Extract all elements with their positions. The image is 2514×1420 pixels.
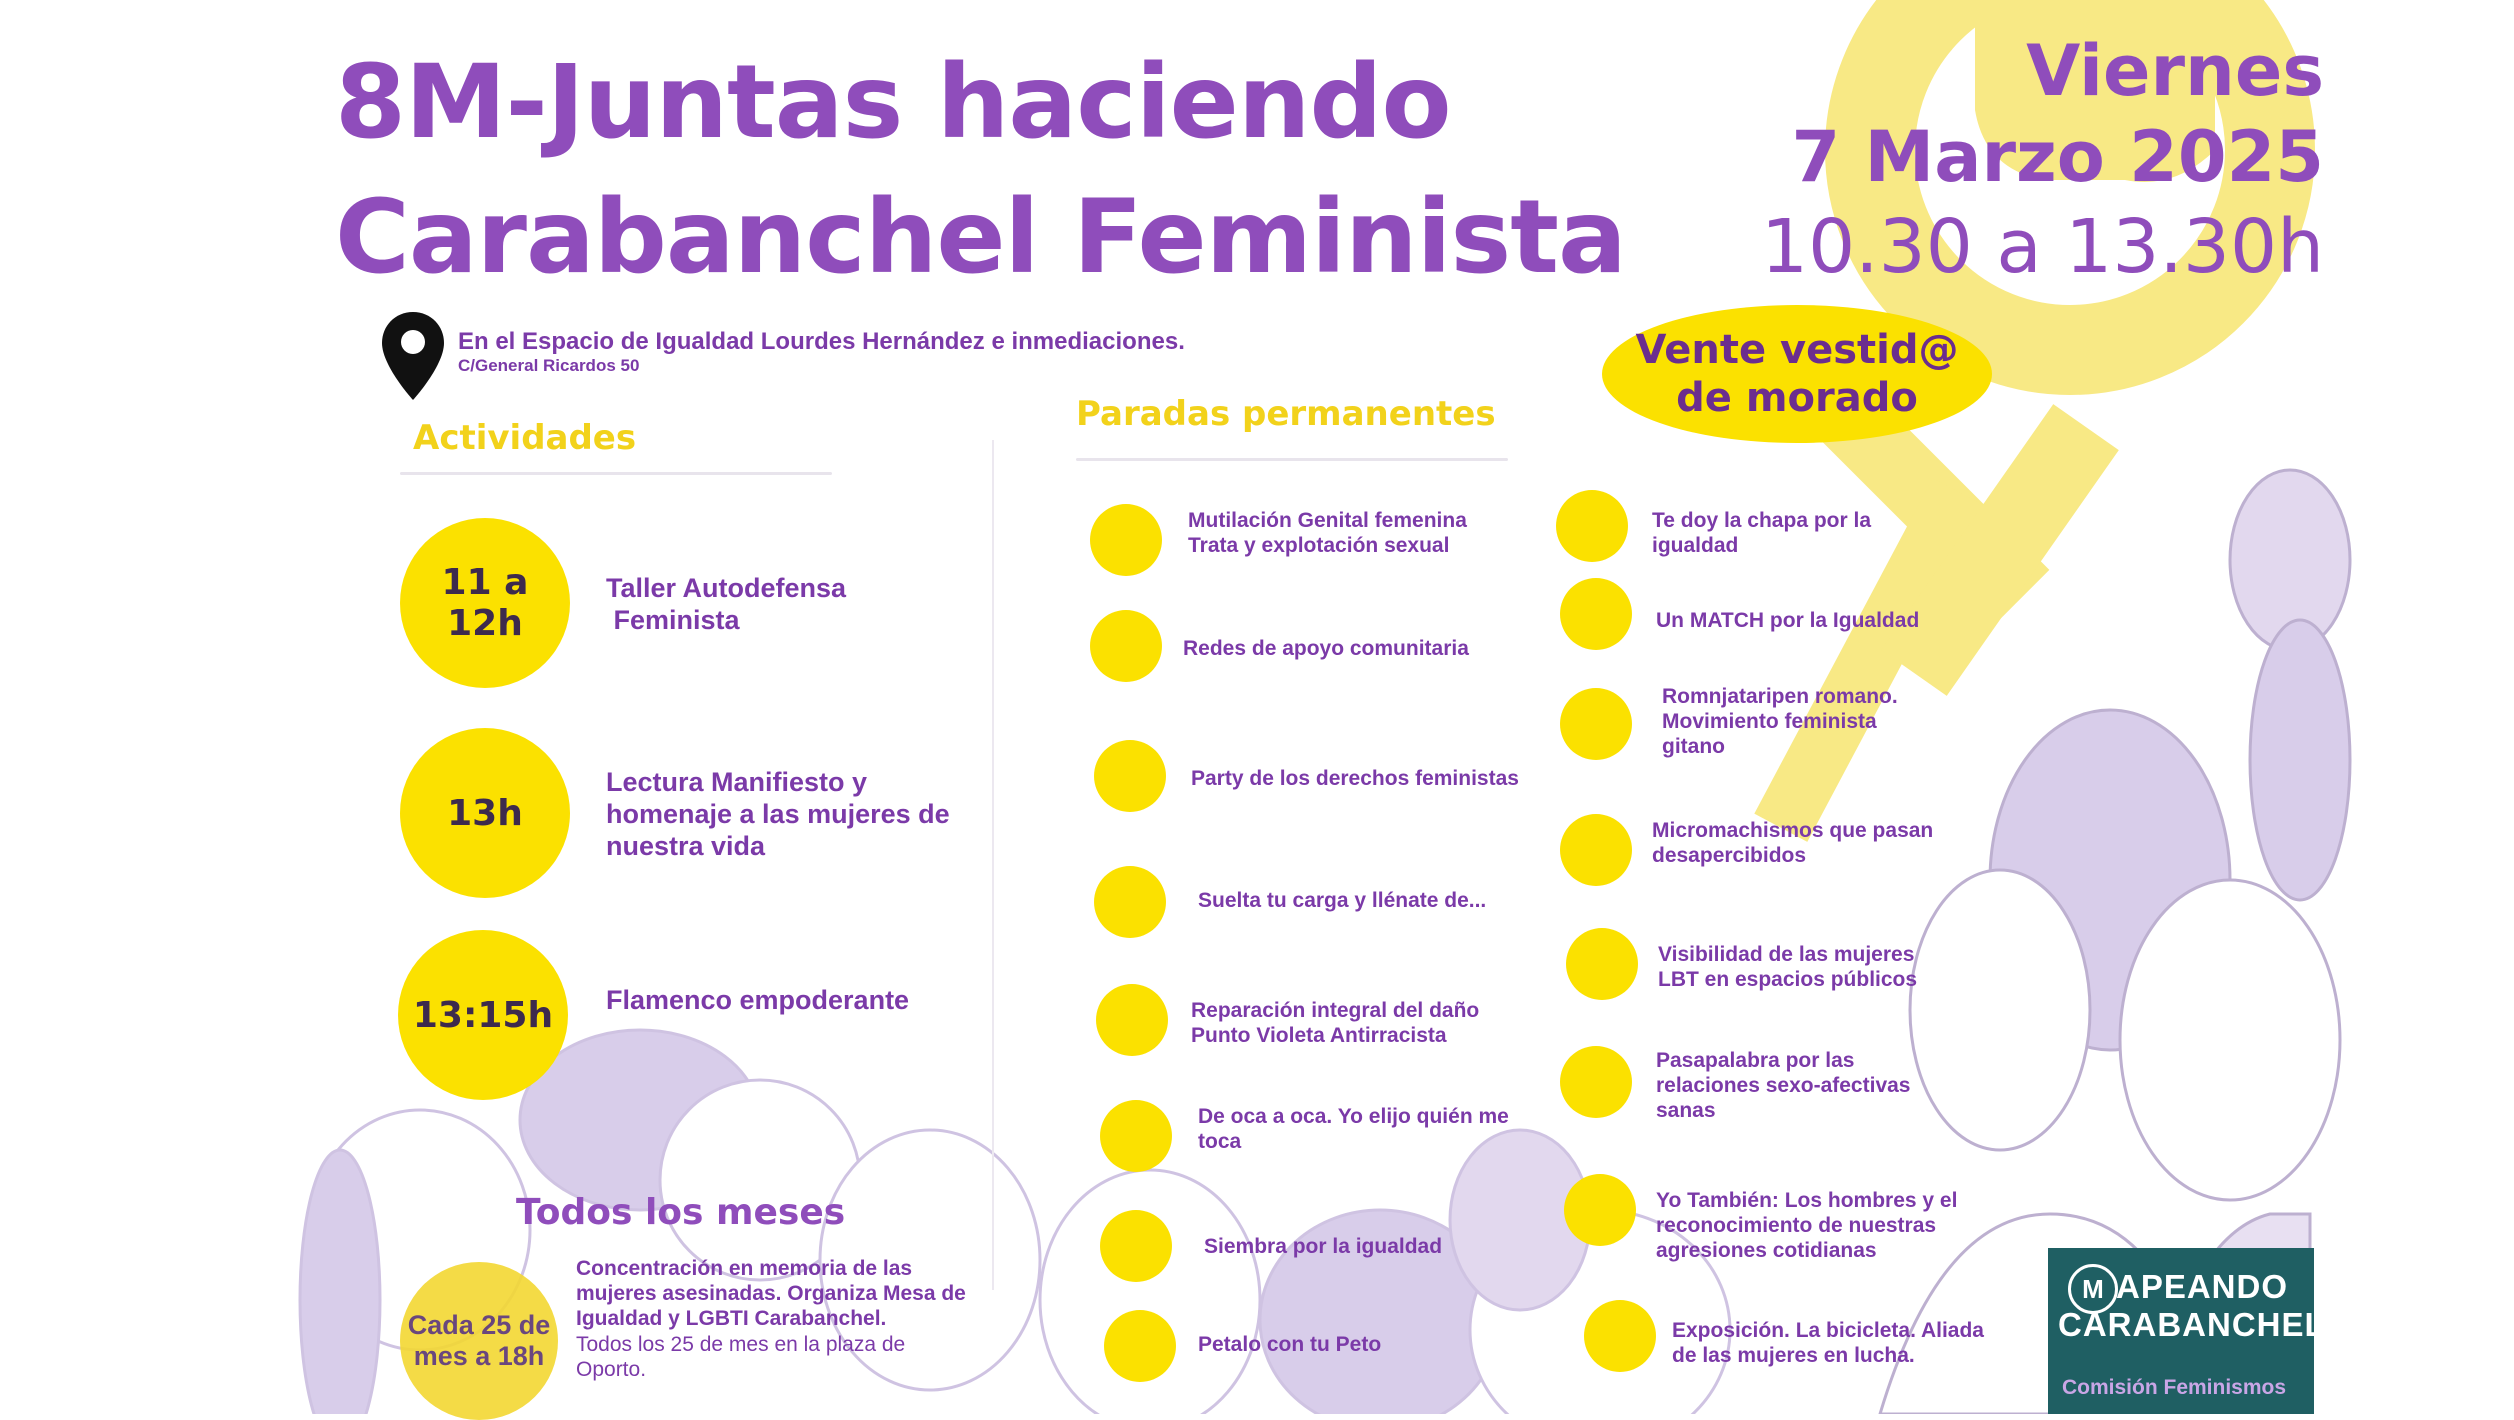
stops-underline (1076, 458, 1508, 461)
stop-right-1: Te doy la chapa por la igualdad (1652, 509, 1872, 557)
stop-left-5 (1191, 998, 1521, 1048)
activity-label-1-line-2: Feminista (606, 605, 740, 635)
event-time: 10.30 a 13.30h (1761, 204, 2324, 290)
stop-left-5-line-1: Reparación integral del daño (1191, 999, 1480, 1022)
title-line-2: Carabanchel Feminista (335, 178, 1626, 297)
dress-code-badge (1602, 305, 1992, 443)
stop-left-8: Petalo con tu Peto (1198, 1333, 1382, 1356)
logo-monogram-icon: M (2068, 1264, 2118, 1314)
stop-left-4: Suelta tu carga y llénate de... (1198, 889, 1487, 912)
stop-dot-left-7 (1100, 1210, 1172, 1282)
stop-dot-right-8 (1584, 1300, 1656, 1372)
stop-left-2: Redes de apoyo comunitaria (1183, 637, 1469, 660)
stop-left-3: Party de los derechos feministas (1191, 767, 1519, 790)
location-address: C/General Ricardos 50 (458, 356, 640, 375)
column-divider (992, 440, 994, 1290)
stop-left-5-line-2: Punto Violeta Antirracista (1191, 1024, 1447, 1047)
stop-dot-right-4 (1560, 814, 1632, 886)
logo-line-2: CARABANCHEL (2058, 1306, 2326, 1343)
stop-left-7: Siembra por la igualdad (1204, 1235, 1443, 1258)
stops-heading: Paradas permanentes (1076, 394, 1496, 434)
stop-left-1 (1188, 508, 1518, 558)
title-line-1: 8M-Juntas haciendo (335, 43, 1451, 162)
stop-left-1-line-2: Trata y explotación sexual (1188, 534, 1450, 557)
monthly-description: Concentración en memoria de las mujeres asesinadas. Organiza Mesa de Igualdad y LGBTI Carabanchel. (576, 1257, 966, 1330)
monthly-heading: Todos los meses (516, 1192, 846, 1233)
page-title (335, 35, 1635, 305)
stop-dot-left-8 (1104, 1310, 1176, 1382)
stop-dot-left-5 (1096, 984, 1168, 1056)
dress-code-line-1: Vente vestid@ (1635, 327, 1959, 373)
event-date (1624, 28, 2324, 294)
logo-line-1: APEANDO (2116, 1268, 2289, 1305)
event-day: Viernes (2026, 30, 2324, 112)
activities-underline (400, 472, 832, 475)
activities-heading: Actividades (413, 418, 637, 458)
activity-label-1 (606, 572, 996, 636)
stop-dot-right-1 (1556, 490, 1628, 562)
event-date-text: 7 Marzo 2025 (1791, 116, 2324, 198)
activity-label-3: Flamenco empoderante (606, 985, 910, 1015)
activity-time-1: 11 a 12h (400, 518, 570, 688)
stop-right-7: Yo También: Los hombres y el reconocimiento de nuestras agresiones cotidianas (1656, 1189, 1958, 1262)
stop-dot-right-2 (1560, 578, 1632, 650)
stop-left-1-line-1: Mutilación Genital femenina (1188, 509, 1467, 532)
stop-right-8: Exposición. La bicicleta. Aliada de las mujeres en lucha. (1672, 1319, 1984, 1367)
activity-label-1-line-1: Taller Autodefensa (606, 573, 847, 603)
stop-right-3: Romnjataripen romano. Movimiento feminista gitano (1662, 685, 1898, 758)
map-pin-icon (380, 310, 446, 402)
location-name: En el Espacio de Igualdad Lourdes Hernández e inmediaciones. (458, 328, 1185, 355)
stop-right-6: Pasapalabra por las relaciones sexo-afectivas sanas (1656, 1049, 1911, 1122)
stop-left-6: De oca a oca. Yo elijo quién me toca (1198, 1105, 1509, 1153)
monthly-place: Todos los 25 de mes en la plaza de Oporto. (576, 1333, 906, 1381)
stop-dot-left-4 (1094, 866, 1166, 938)
monthly-time-badge: Cada 25 de mes a 18h (400, 1262, 558, 1420)
stop-dot-left-1 (1090, 504, 1162, 576)
stop-dot-right-7 (1564, 1174, 1636, 1246)
stop-dot-left-2 (1090, 610, 1162, 682)
stop-right-5: Visibilidad de las mujeres LBT en espacios públicos (1658, 943, 1918, 991)
stop-dot-right-5 (1566, 928, 1638, 1000)
stop-right-2: Un MATCH por la Igualdad (1656, 609, 1920, 632)
activity-time-3: 13:15h (398, 930, 568, 1100)
stop-dot-left-3 (1094, 740, 1166, 812)
activity-time-2: 13h (400, 728, 570, 898)
stop-dot-right-6 (1560, 1046, 1632, 1118)
stop-dot-left-6 (1100, 1100, 1172, 1172)
activity-label-2: Lectura Manifiesto y homenaje a las mujeres de nuestra vida (606, 767, 950, 861)
logo-subtitle: Comisión Feminismos (2062, 1376, 2287, 1399)
stop-right-4: Micromachismos que pasan desapercibidos (1652, 819, 1934, 867)
stop-dot-right-3 (1560, 688, 1632, 760)
dress-code-line-2: de morado (1676, 375, 1918, 421)
